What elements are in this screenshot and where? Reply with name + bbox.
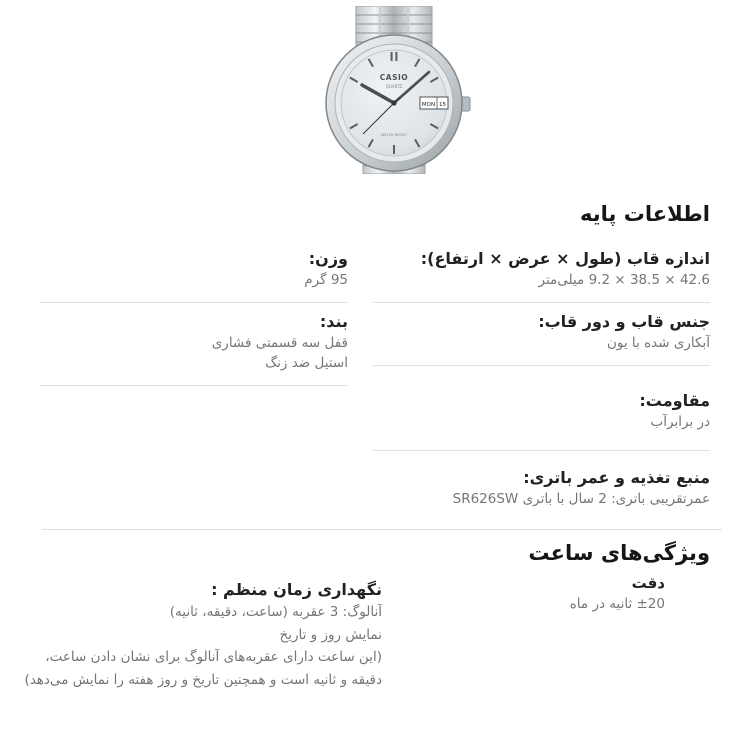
accuracy-value: ±20 ثانیه در ماه [569,596,665,612]
spec-row-case-size [373,240,710,303]
watch-date-text: 15 [439,102,446,108]
accuracy-block [407,571,710,615]
timekeeping-line: (این ساعت دارای عقربه‌های آنالوگ برای نشان دادن ساعت، [45,649,382,665]
watch-brand-text: CASIO [379,73,409,82]
spec-label: منبع تغذیه و عمر باتری: [523,468,710,487]
accuracy-label: دقت [631,574,665,592]
spec-row-battery [373,451,710,529]
spec-value: 95 گرم [304,272,348,288]
spec-row-case-material [373,303,710,366]
spec-row-weight [40,240,348,303]
watch-day-text: MON [421,102,436,108]
watch-day-date-window [420,97,448,109]
timekeeping-line: نمایش روز و تاریخ [279,626,382,643]
watch-features-title: ویژگی‌های ساعت [528,541,710,565]
timekeeping-line: آنالوگ: 3 عقربه (ساعت، دقیقه، ثانیه) [169,604,382,620]
spec-value: آبکاری شده با یون [606,335,710,351]
spec-label: جنس قاب و دور قاب: [538,312,710,331]
spec-value: استیل ضد زنگ [265,355,348,371]
basic-info-column-right [373,240,710,529]
basic-info-grid [40,240,710,529]
spec-value: 42.6 × 38.5 × 9.2 میلی‌متر [538,272,710,288]
spec-label: بند: [319,312,348,331]
timekeeping-label: نگهداری زمان منظم : [211,580,382,599]
timekeeping-line: دقیقه و ثانیه است و همچنین تاریخ و روز هفته را نمایش می‌دهد) [24,671,382,688]
spec-label: وزن: [308,249,348,268]
features-grid [24,571,710,691]
spec-value: در برابرآب [650,414,710,430]
spec-value: قفل سه قسمتی فشاری [211,335,348,351]
product-image-area [0,0,750,170]
watch-dial-note-text: WATER RESIST [380,133,408,137]
watch-product-image [299,6,491,174]
spec-content [0,202,750,691]
section-divider [42,529,722,530]
watch-movement-text: QUARTZ [385,84,403,89]
spec-value: عمرتقریبی باتری: 2 سال با باتری SR626SW [452,491,710,507]
spec-row-band [40,303,348,386]
spec-row-resistance [373,366,710,451]
basic-info-column-left [40,240,348,386]
basic-info-title: اطلاعات پایه [580,202,710,226]
spec-label: مقاومت: [639,391,710,410]
spec-label: اندازه قاب (طول × عرض × ارتفاع): [420,249,710,268]
timekeeping-block [24,571,382,691]
